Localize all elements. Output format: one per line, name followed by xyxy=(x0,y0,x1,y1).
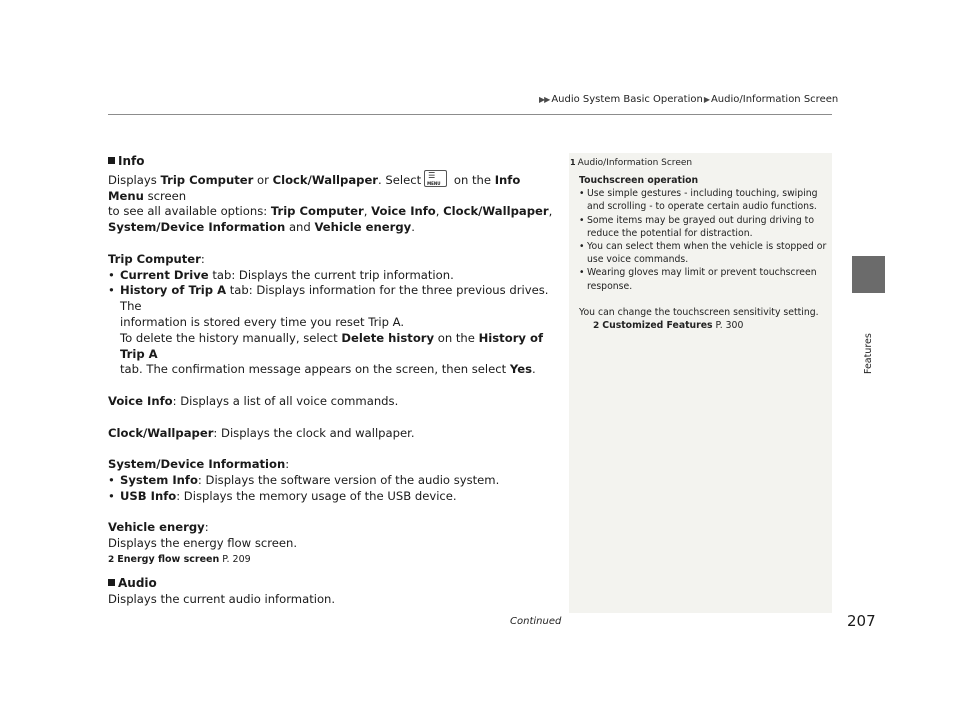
voice-info-line: Voice Info: Displays a list of all voice commands. xyxy=(108,393,399,408)
vehicle-energy-text: Displays the energy flow screen. xyxy=(108,536,298,551)
panel-bullet: • Wearing gloves may limit or prevent touchscreen response. xyxy=(579,266,827,292)
audio-text: Displays the current audio information. xyxy=(108,591,336,606)
section-tab-label: Features xyxy=(863,333,874,374)
panel-subheading: Touchscreen operation xyxy=(579,175,699,186)
panel-bullet: • Some items may be grayed out during driving to reduce the potential for distraction. xyxy=(579,214,827,240)
breadcrumb-arrow-icon: ▶▶ xyxy=(539,95,550,104)
audio-heading: Audio xyxy=(108,576,558,592)
square-bullet-icon xyxy=(108,157,115,164)
list-item-usb-info: • USB Info: Displays the memory usage of the USB device. xyxy=(108,489,558,505)
main-content xyxy=(108,154,558,608)
panel-bullet: • You can select them when the vehicle is stopped or use voice commands. xyxy=(579,240,827,266)
customized-features-reference-link[interactable]: 2 Customized Features P. 300 xyxy=(579,319,827,333)
breadcrumb xyxy=(539,94,838,105)
breadcrumb-item-audio-info[interactable]: Audio/Information Screen xyxy=(710,94,839,105)
vehicle-energy-label: Vehicle energy: xyxy=(108,520,209,535)
panel-title: 1 Audio/Information Screen xyxy=(570,158,693,168)
list-item-system-info: • System Info: Displays the software version of the audio system. xyxy=(108,473,558,489)
menu-icon: ☰ MENU xyxy=(424,170,447,187)
continued-label: Continued xyxy=(510,616,562,627)
info-paragraph-line1: Displays Trip Computer or Clock/Wallpaper. Select ☰ MENU on the Info Menu screen xyxy=(108,170,521,203)
panel-bullet: • Use simple gestures - including touching, swiping and scrolling - to operate certain audio functions. xyxy=(579,187,827,213)
energy-flow-reference-link[interactable]: 2 Energy flow screen P. 209 xyxy=(108,552,558,568)
list-item-current-drive: • Current Drive tab: Displays the current trip information. xyxy=(108,268,558,284)
section-tab-marker xyxy=(852,256,885,293)
reference-arrow-icon: 2 xyxy=(593,321,600,332)
sidebar-note-panel xyxy=(569,153,832,613)
info-heading: Info xyxy=(108,154,558,170)
square-bullet-icon xyxy=(108,579,115,586)
list-item-history-trip-a: • History of Trip A tab: Displays information for the three previous drives. The information is stored every time you reset Trip A. To delete the history manually, select Delete history on the History of Trip A tab. The confirmation message appears on the screen, then select Yes. xyxy=(108,283,558,378)
clock-wallpaper-line: Clock/Wallpaper: Displays the clock and wallpaper. xyxy=(108,425,415,440)
info-paragraph-line2: to see all available options: Trip Computer, Voice Info, Clock/Wallpaper, xyxy=(108,204,553,219)
reference-arrow-icon: 2 xyxy=(108,554,115,565)
system-device-label: System/Device Information: xyxy=(108,457,290,472)
page-number: 207 xyxy=(847,612,876,630)
trip-computer-label: Trip Computer: xyxy=(108,251,205,266)
info-paragraph-line3: System/Device Information and Vehicle energy. xyxy=(108,220,415,235)
breadcrumb-item-audio-basic[interactable]: Audio System Basic Operation xyxy=(551,94,703,105)
panel-note: You can change the touchscreen sensitivity setting. xyxy=(579,306,819,318)
header-rule xyxy=(108,114,832,115)
breadcrumb-separator-icon: ▶ xyxy=(703,95,710,104)
